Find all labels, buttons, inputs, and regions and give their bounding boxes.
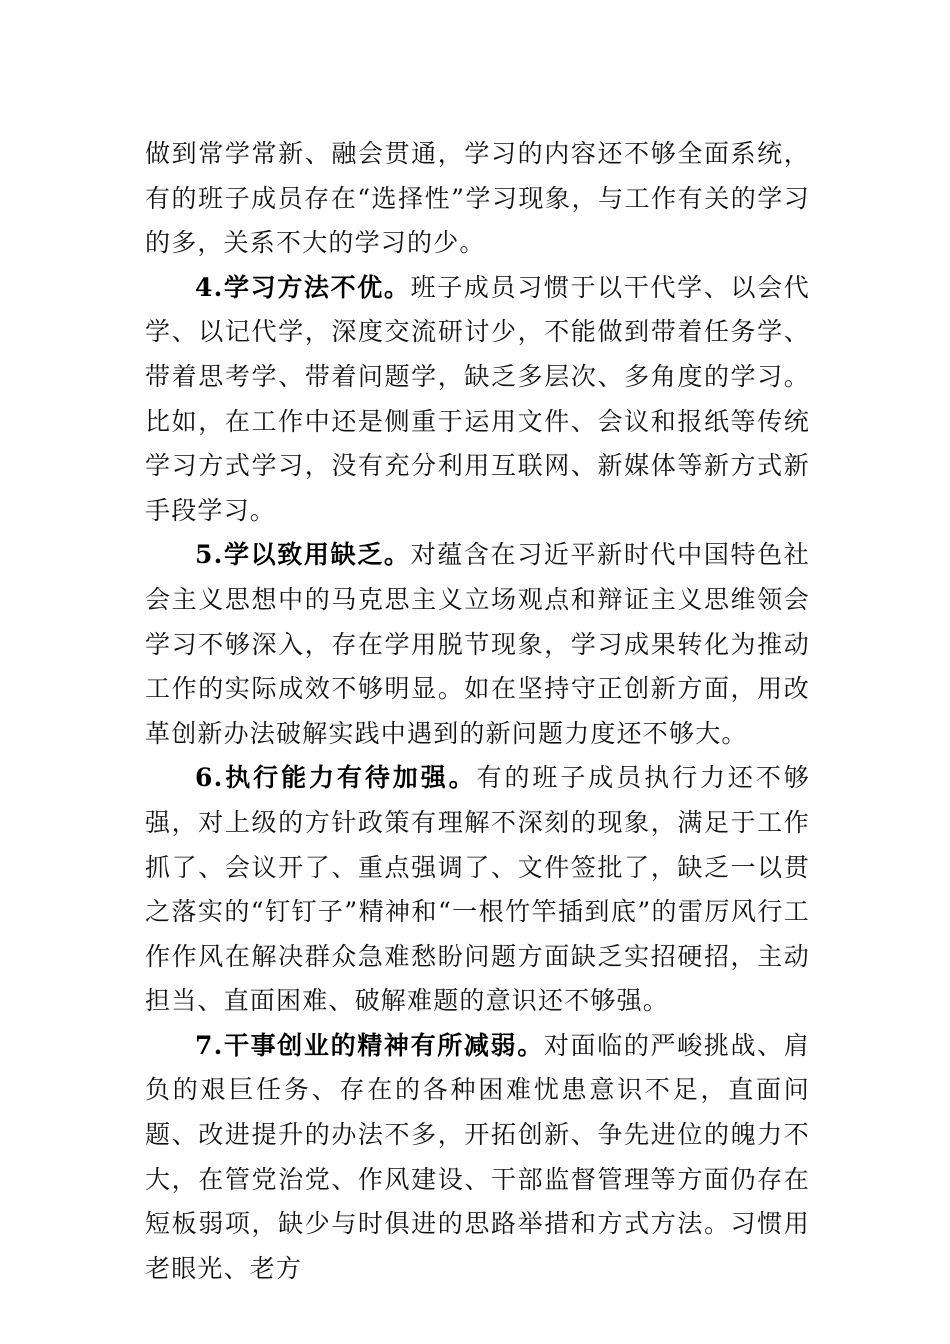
paragraph-body: 有的班子成员执行力还不够强，对上级的方针政策有理解不深刻的现象，满足于工作抓了、会议开了、重点强调了、文件签批了，缺乏一以贯之落实的“钉钉子”精神和“一根竹竿插到底”的雷厉风行工作作风在解决群众急难愁盼问题方面缺乏实招硬招，主动担当、直面困难、破解难题的意识还不够强。	[145, 763, 810, 1016]
paragraph-heading: 7.干事创业的精神有所减弱。	[195, 1030, 544, 1060]
paragraph-continued	[145, 132, 810, 266]
paragraph-body: 对面临的严峻挑战、肩负的艰巨任务、存在的各种困难忧患意识不足，直面问题、改进提升的办法不多，开拓创新、争先进位的魄力不大，在管党治党、作风建设、干部监督管理等方面仍存在短板弱项，缺少与时俱进的思路举措和方式方法。习惯用老眼光、老方	[145, 1030, 810, 1283]
paragraph-heading: 6.执行能力有待加强。	[195, 763, 477, 793]
paragraph-6	[145, 756, 810, 1024]
paragraph-heading: 4.学习方法不优。	[195, 272, 411, 302]
paragraph-heading: 5.学以致用缺乏。	[195, 540, 411, 570]
paragraph-4	[145, 266, 810, 534]
paragraph-7	[145, 1024, 810, 1292]
body-text	[145, 132, 810, 1291]
paragraph-body: 对蕴含在习近平新时代中国特色社会主义思想中的马克思主义立场观点和辩证主义思维领会学习不够深入，存在学用脱节现象，学习成果转化为推动工作的实际成效不够明显。如在坚持守正创新方面，用改革创新办法破解实践中遇到的新问题力度还不够大。	[145, 540, 810, 748]
paragraph-5	[145, 533, 810, 756]
paragraph-body: 做到常学常新、融会贯通，学习的内容还不够全面系统，有的班子成员存在“选择性”学习现象，与工作有关的学习的多，关系不大的学习的少。	[145, 139, 810, 258]
paragraph-body: 班子成员习惯于以干代学、以会代学、以记代学，深度交流研讨少，不能做到带着任务学、带着思考学、带着问题学，缺乏多层次、多角度的学习。比如，在工作中还是侧重于运用文件、会议和报纸等传统学习方式学习，没有充分利用互联网、新媒体等新方式新手段学习。	[145, 272, 810, 525]
